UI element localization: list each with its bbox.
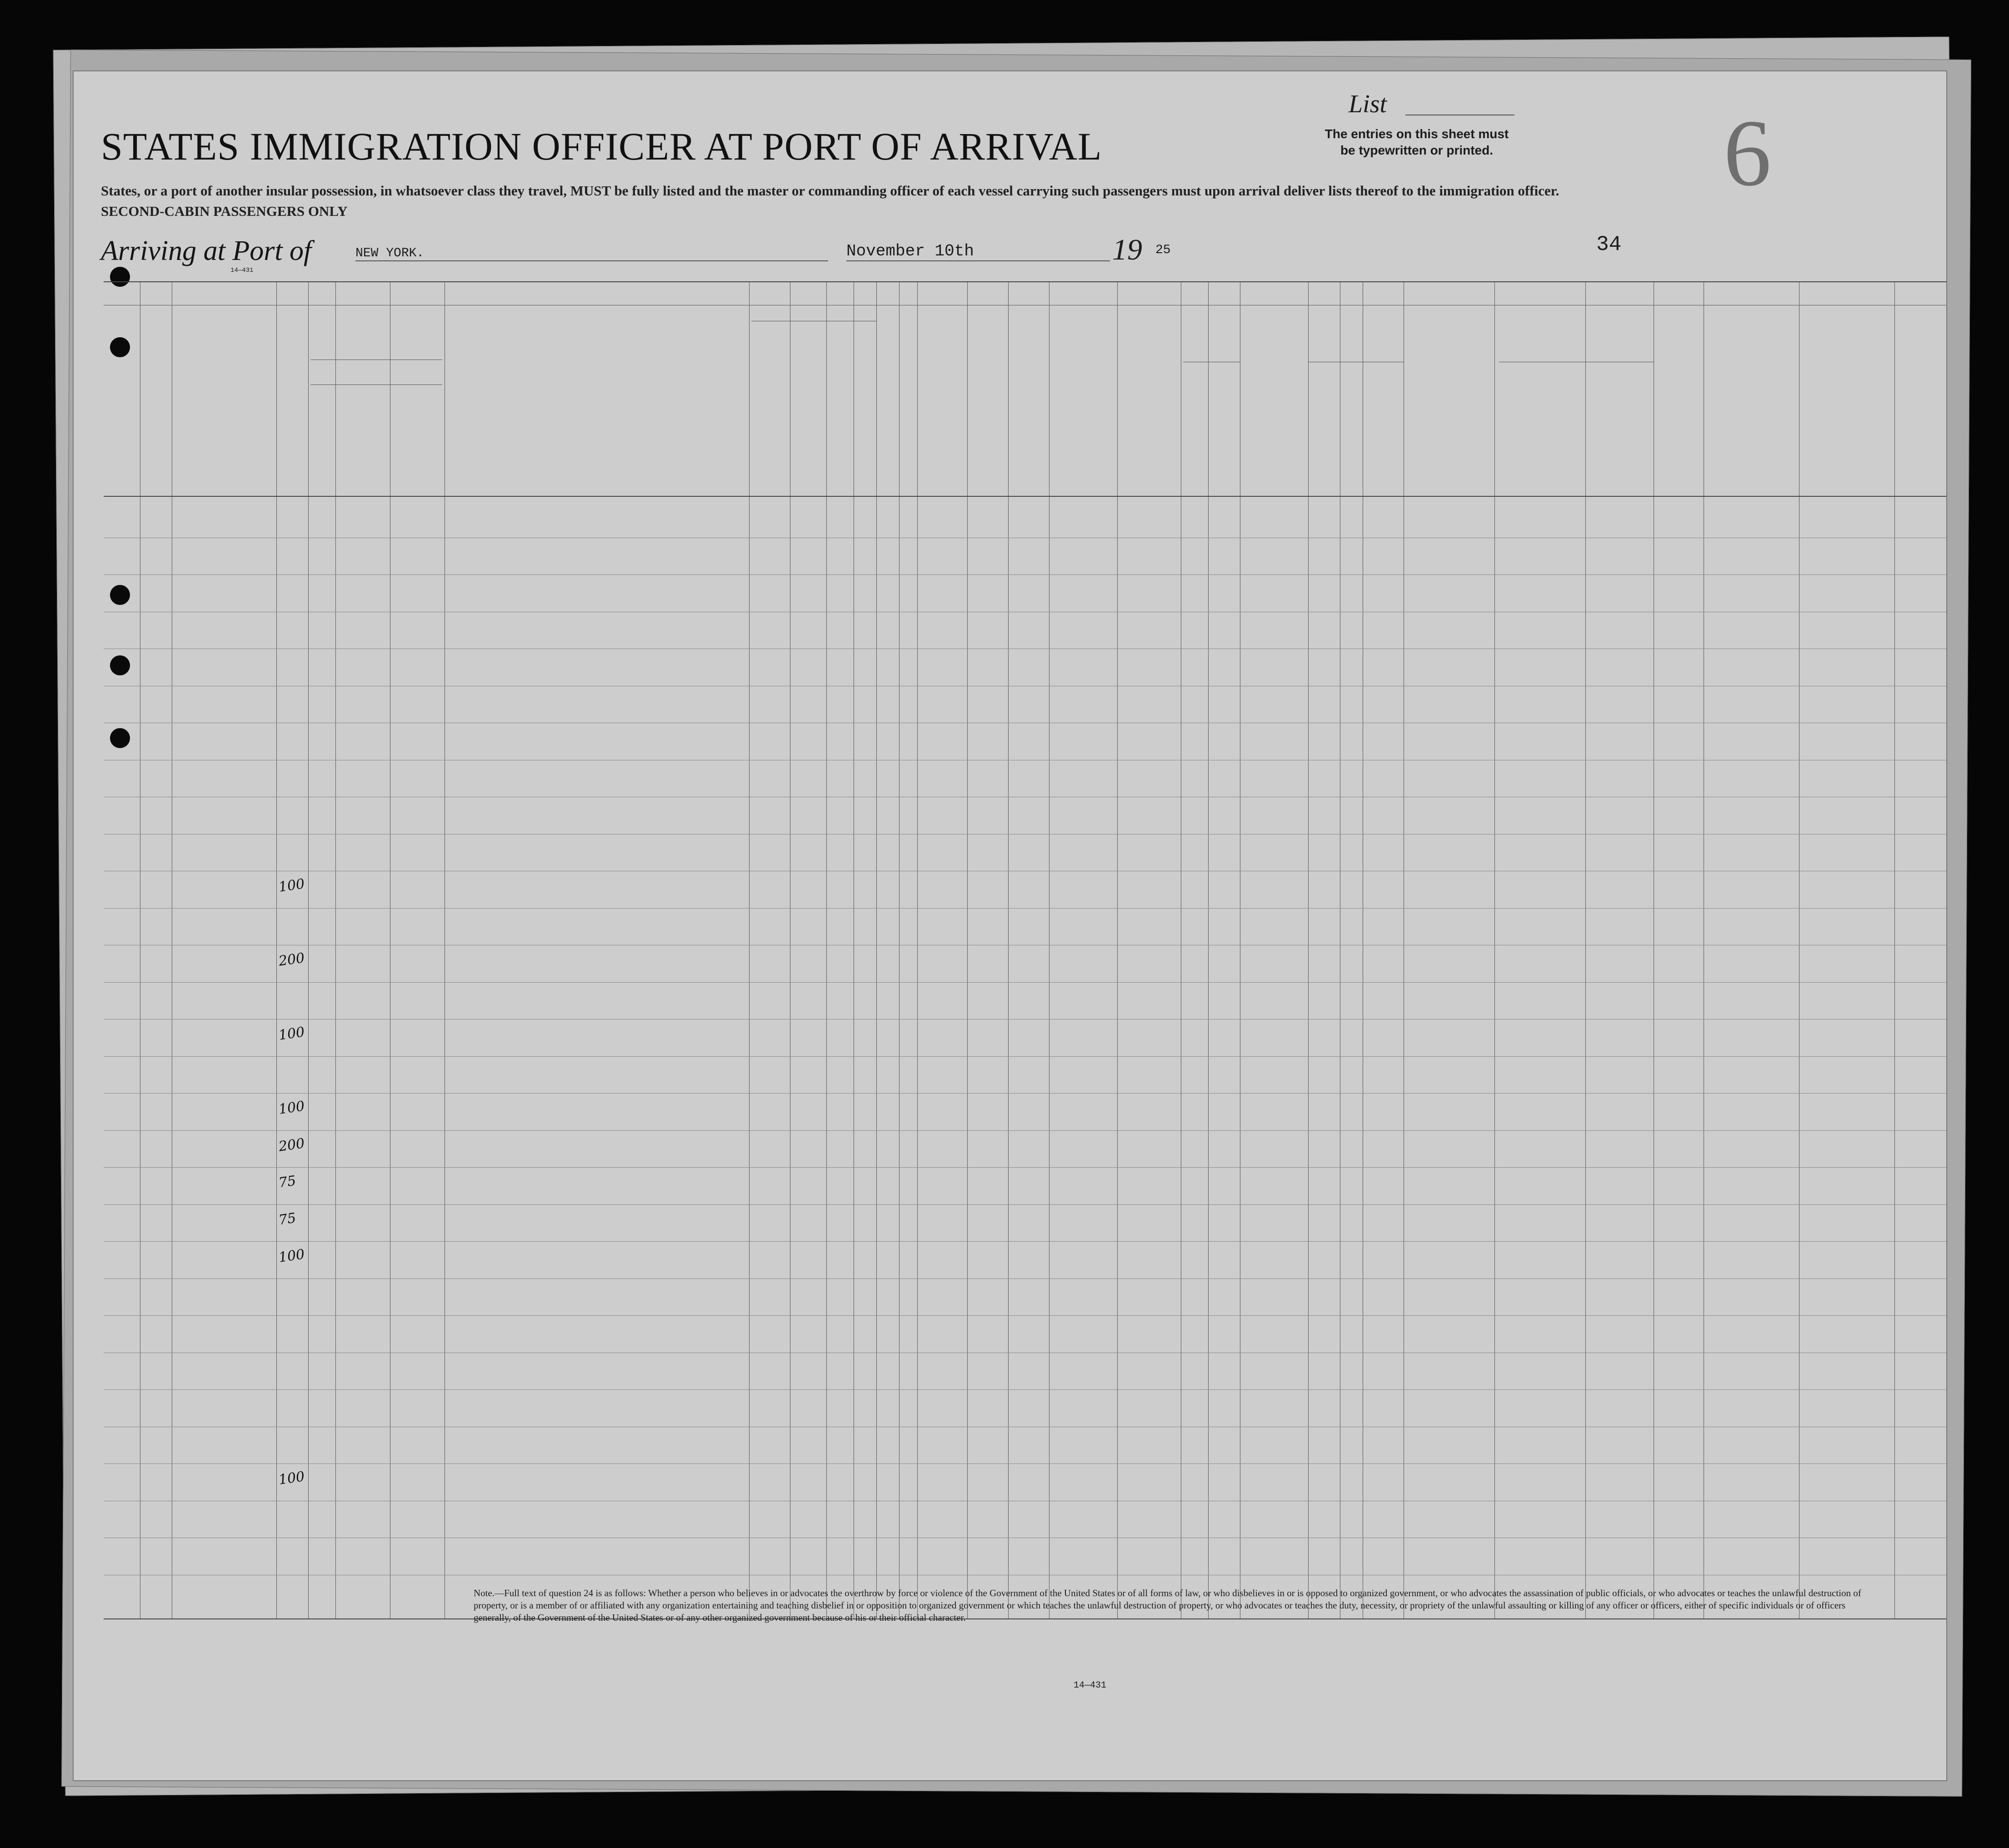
column-rule [1308, 282, 1309, 1618]
column-rule [1117, 282, 1118, 1618]
year-prefix: 19 [1112, 233, 1142, 266]
column-rule [308, 282, 309, 1618]
row-rule [104, 1130, 1946, 1131]
column-rule [876, 282, 877, 1618]
column-rule [1585, 282, 1586, 1618]
money-handwritten: 200 [277, 950, 306, 969]
money-handwritten: 100 [277, 1468, 306, 1488]
column-rule [1008, 282, 1009, 1618]
row-rule [104, 1056, 1946, 1057]
manifest-grid [104, 281, 1946, 1619]
form-subnotice: SECOND-CABIN PASSENGERS ONLY [101, 203, 348, 219]
money-handwritten: 100 [277, 876, 306, 895]
manifest-sheet [73, 70, 1947, 1781]
column-rule [917, 282, 918, 1618]
form-notice: States, or a port of another insular possession, in whatsoever class they travel, MUST be fully listed and the master or commanding officer of each vessel carrying such passengers must upon arrival deliver lists thereof to the immigration officer. [101, 183, 1559, 199]
money-handwritten: 100 [277, 1098, 306, 1118]
money-handwritten: 100 [277, 1024, 306, 1044]
page-number: 34 [1596, 233, 1622, 256]
port-value: NEW YORK. [355, 246, 828, 261]
row-rule [104, 1389, 1946, 1390]
entries-note: The entries on this sheet must be typewritten or printed. [1324, 127, 1509, 157]
row-rule [104, 1241, 1946, 1242]
column-rule [1208, 282, 1209, 1618]
row-rule [104, 1204, 1946, 1205]
row-rule [104, 1315, 1946, 1316]
column-rule [335, 282, 336, 1618]
column-rule [1494, 282, 1495, 1618]
column-rule [967, 282, 968, 1618]
row-rule [104, 1167, 1946, 1168]
sheet-number: 6 [1724, 100, 1771, 206]
header-bottom-rule [104, 496, 1946, 497]
question-24-note: Note.—Full text of question 24 is as follows: Whether a person who believes in or advocates the overthrow by force or violence of the Government of the United States or of all forms of law, or who disbelieves in or is opposed to organized government, or who advocates the assassination of public officials, or who advocates or teaches the unlawful destruction of property, or is a member of or affiliated with any organization entertaining and teaching disbelief in or opposition to organized government or which teaches the unlawful destruction of property, or who advocates or teaches the duty, necessity, or propriety of the unlawful assaulting or killing of any officer or officers, either of specific individuals or of officers generally, of the Government of the United States or of any other organized government because of his or their official character. [474, 1588, 1861, 1623]
year-suffix: 25 [1155, 243, 1171, 257]
form-number-bottom: 14—431 [1074, 1680, 1107, 1691]
column-rule [276, 282, 277, 1618]
row-rule [104, 982, 1946, 983]
row-rule [104, 1093, 1946, 1094]
column-rule [749, 282, 750, 1618]
arriving-label: Arriving at Port of [101, 235, 312, 266]
column-rule [826, 282, 827, 1618]
money-handwritten: 200 [277, 1135, 306, 1155]
column-rule [1894, 282, 1895, 1618]
row-rule [104, 574, 1946, 575]
money-handwritten: 75 [277, 1210, 297, 1228]
form-number-top: 14—431 [230, 267, 254, 274]
list-label: List [1349, 90, 1387, 118]
form-title: STATES IMMIGRATION OFFICER AT PORT OF ARRIVAL [101, 125, 1102, 168]
money-handwritten: 100 [277, 1246, 306, 1266]
money-handwritten: 75 [277, 1173, 297, 1191]
arrival-date: November 10th [846, 242, 1110, 261]
row-rule [104, 1463, 1946, 1464]
row-rule [104, 908, 1946, 909]
column-rule [899, 282, 900, 1618]
